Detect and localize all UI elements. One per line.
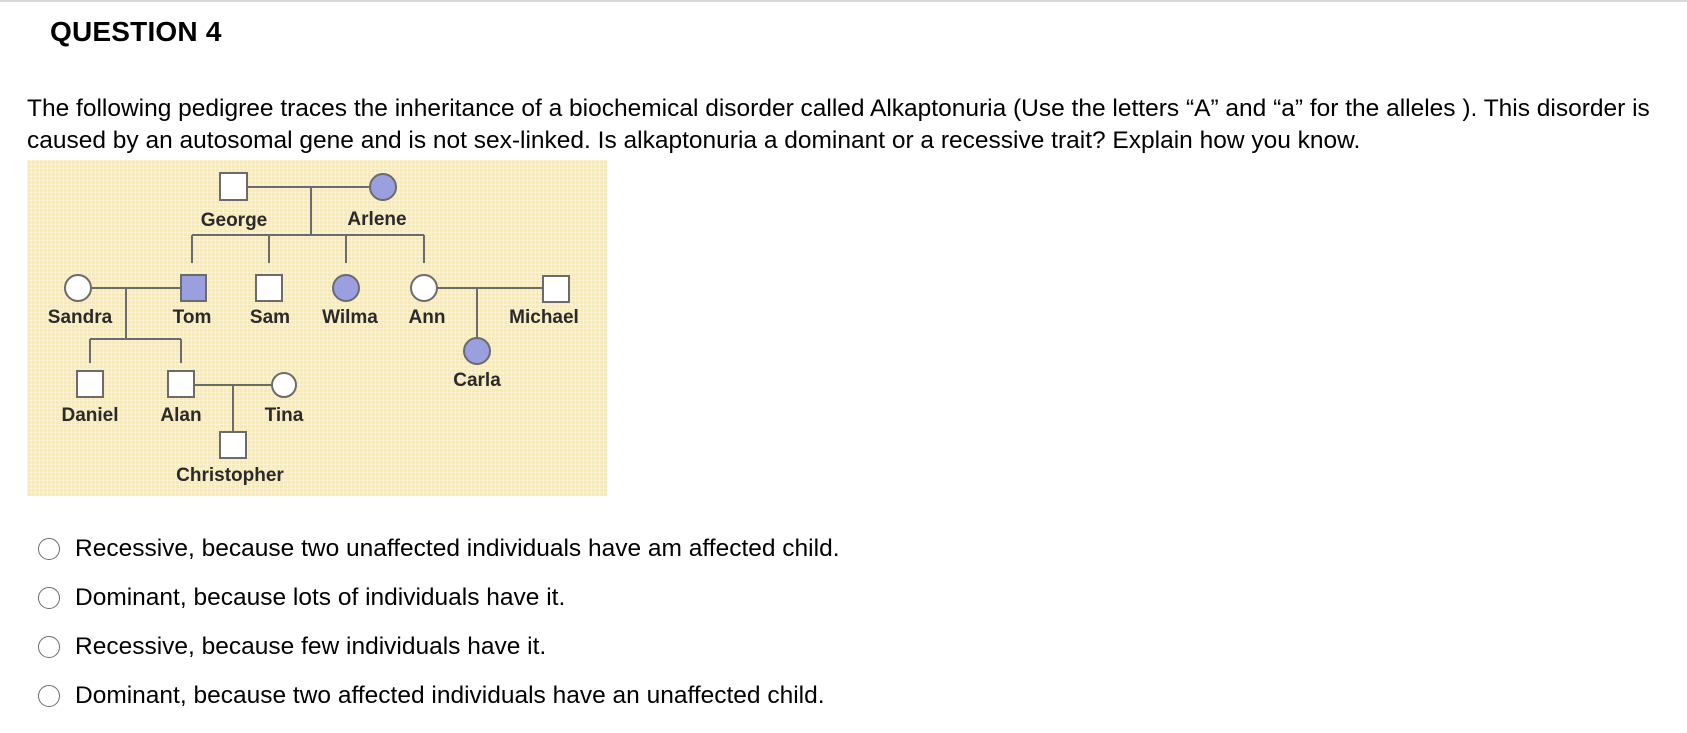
ann-symbol	[411, 275, 437, 301]
christopher-symbol	[220, 432, 246, 458]
answer-option-1[interactable]	[38, 524, 840, 573]
radio-button[interactable]	[38, 685, 60, 707]
label-george: George	[200, 210, 268, 231]
pedigree-chart	[27, 160, 607, 496]
carla-symbol	[464, 338, 490, 364]
george-symbol	[220, 173, 247, 200]
answer-options	[38, 524, 840, 720]
tina-symbol	[272, 373, 296, 397]
label-christopher: Christopher	[176, 465, 284, 486]
answer-option-label: Dominant, because two affected individuals have an unaffected child.	[75, 681, 825, 709]
label-arlene: Arlene	[347, 209, 407, 230]
pedigree-diagram	[27, 160, 607, 496]
arlene-symbol	[370, 174, 396, 200]
label-daniel: Daniel	[61, 405, 119, 426]
michael-symbol	[543, 276, 569, 302]
top-divider	[0, 0, 1687, 2]
label-alan: Alan	[160, 405, 202, 426]
tom-symbol	[181, 275, 206, 301]
label-sam: Sam	[249, 307, 291, 328]
wilma-symbol	[333, 275, 359, 301]
label-wilma: Wilma	[322, 307, 378, 328]
label-carla: Carla	[453, 370, 501, 391]
radio-button[interactable]	[38, 587, 60, 609]
radio-button[interactable]	[38, 538, 60, 560]
label-tom: Tom	[172, 307, 212, 328]
answer-option-2[interactable]	[38, 573, 840, 622]
answer-option-3[interactable]	[38, 622, 840, 671]
answer-option-label: Recessive, because few individuals have it.	[75, 632, 547, 660]
pedigree-lines	[90, 187, 543, 432]
answer-option-4[interactable]	[38, 671, 840, 720]
sandra-symbol	[65, 275, 91, 301]
sam-symbol	[256, 275, 282, 301]
label-michael: Michael	[509, 307, 579, 328]
question-text: The following pedigree traces the inheritance of a biochemical disorder called Alkaptonuria (Use the letters “A” and “a” for the alleles ). This disorder is caused by an autosomal gene and is not sex-linked. Is alkaptonuria a dominant or a recessive trait? Explain how you know.	[27, 95, 1650, 154]
label-sandra: Sandra	[47, 307, 113, 328]
label-tina: Tina	[264, 405, 304, 426]
radio-button[interactable]	[38, 636, 60, 658]
answer-option-label: Dominant, because lots of individuals have it.	[75, 583, 566, 611]
question-title: QUESTION 4	[50, 16, 222, 47]
answer-option-label: Recessive, because two unaffected individuals have am affected child.	[75, 534, 840, 562]
daniel-symbol	[77, 371, 103, 397]
label-ann: Ann	[408, 307, 446, 328]
alan-symbol	[168, 371, 194, 397]
